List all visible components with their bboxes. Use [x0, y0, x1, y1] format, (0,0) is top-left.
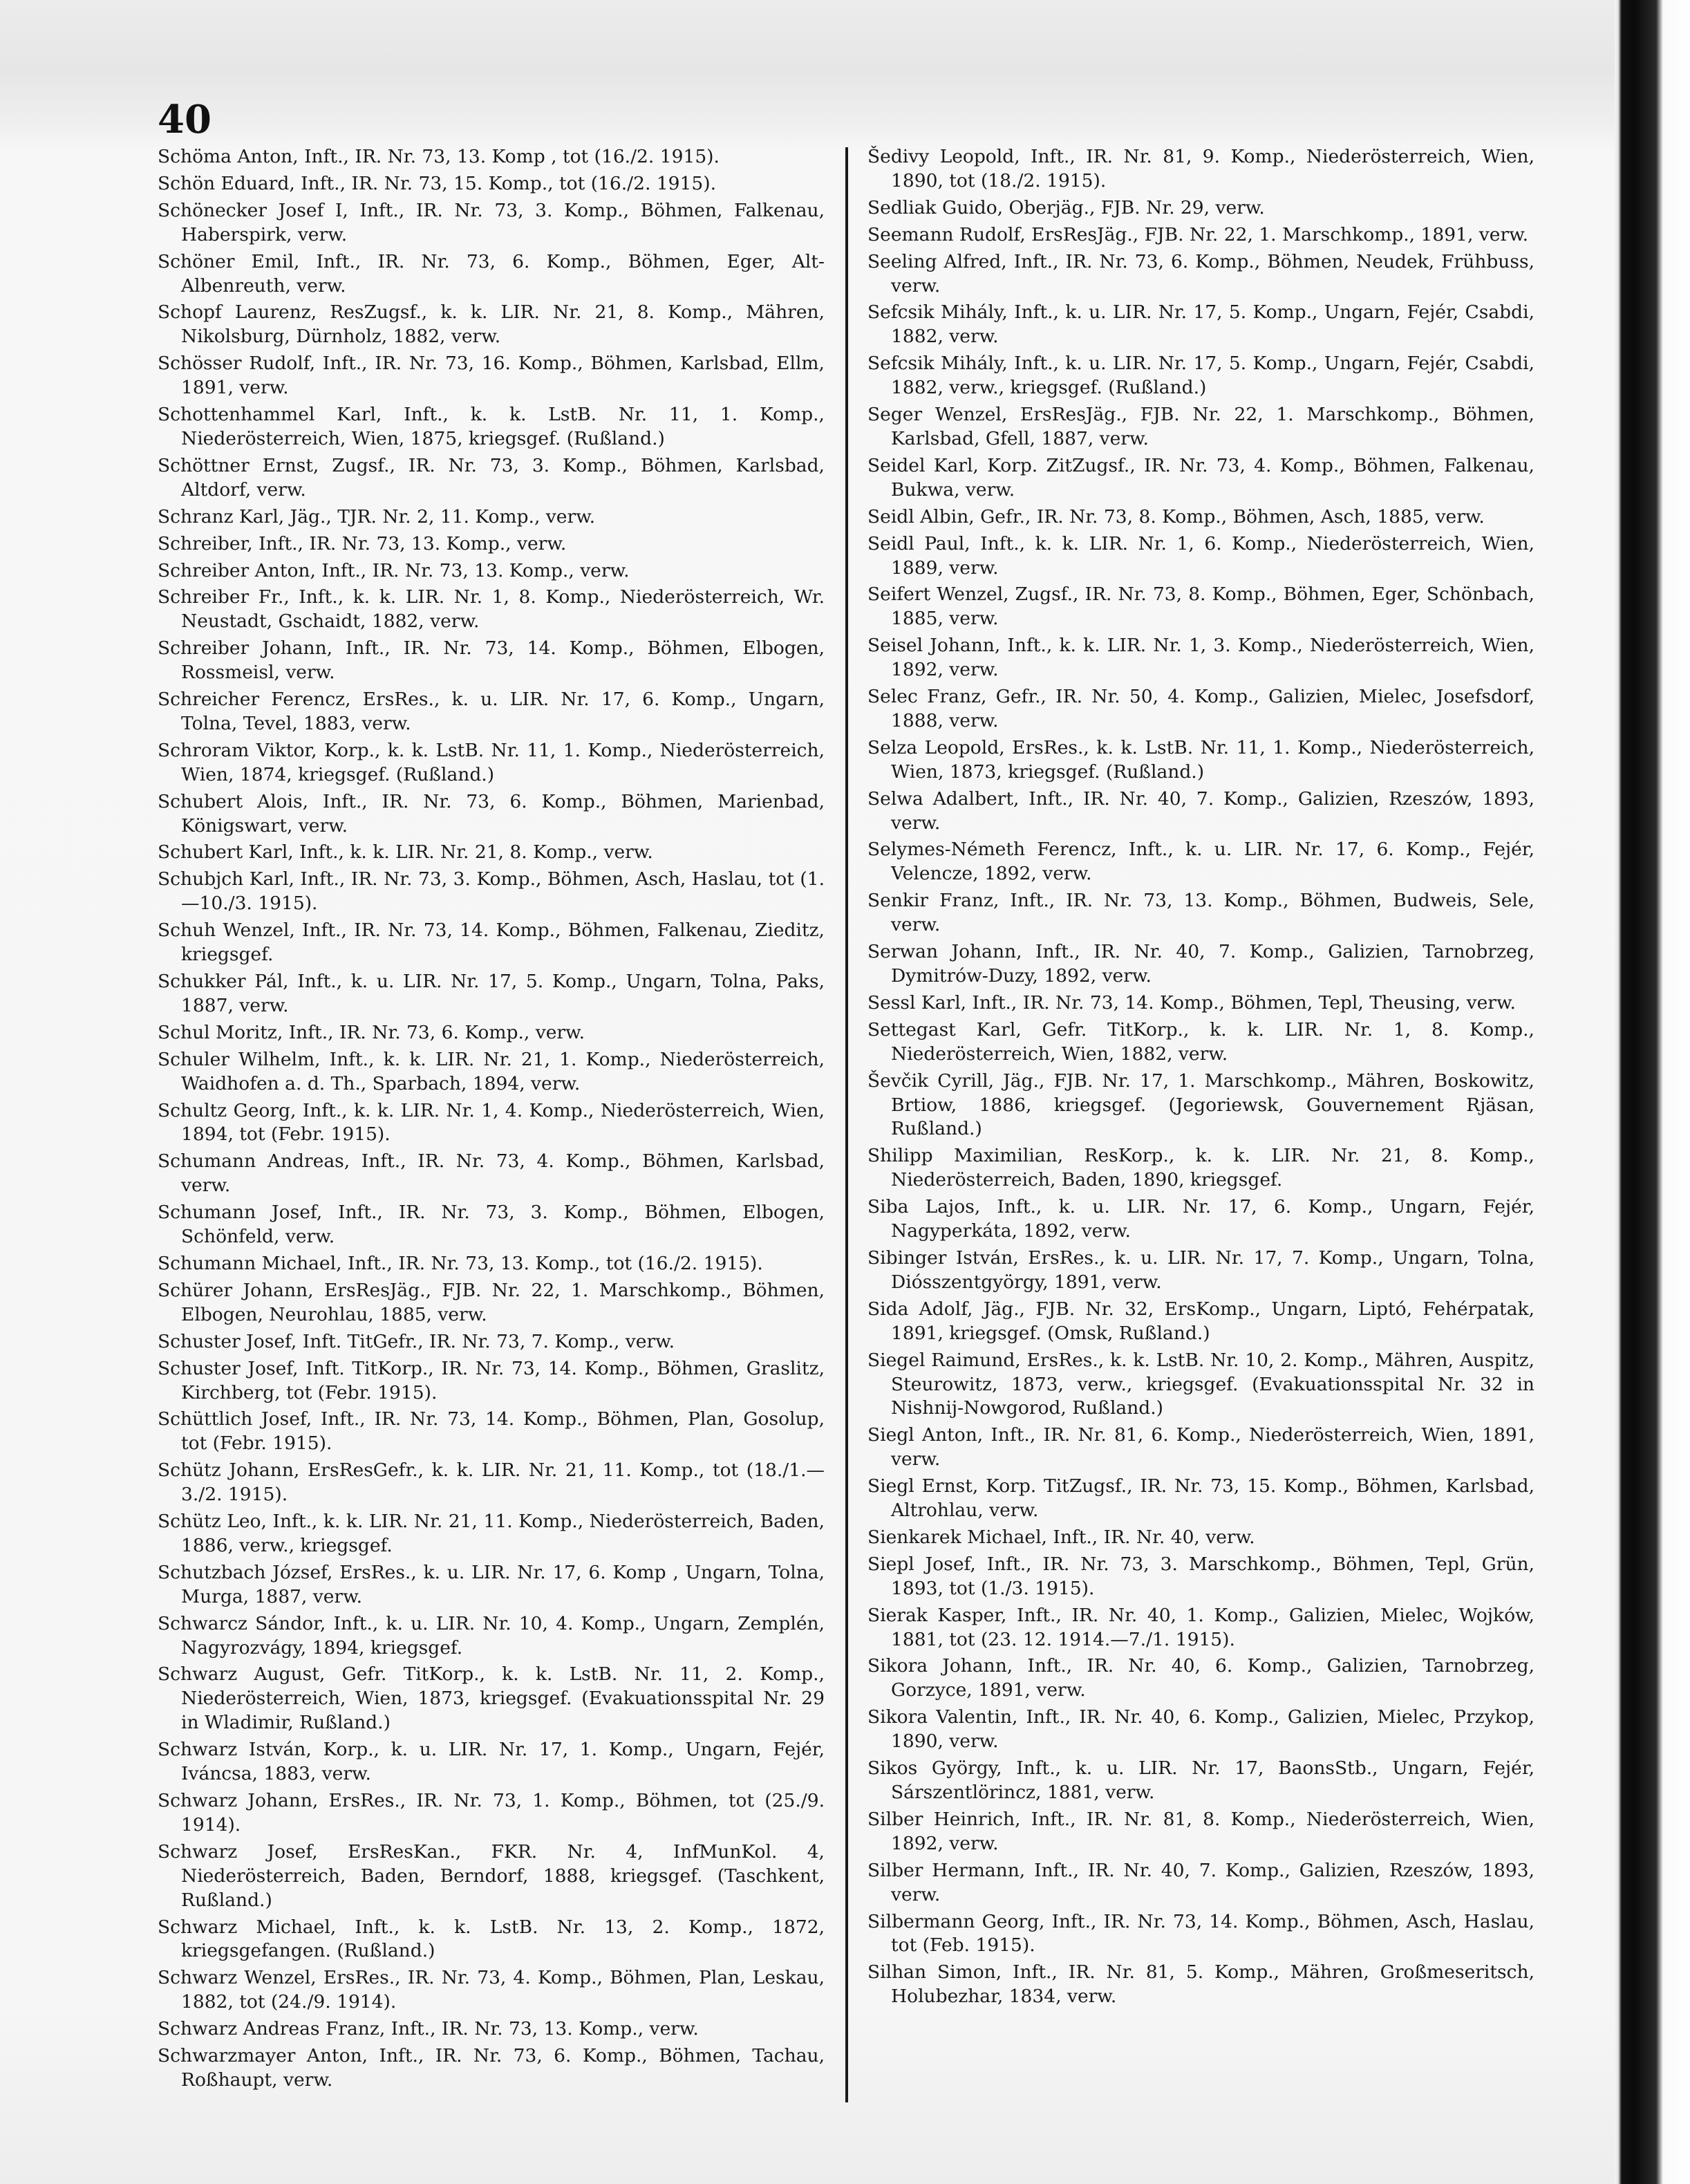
register-entry: Schürer Johann, ErsResJäg., FJB. Nr. 22, 1. Marschkomp., Böhmen, Elbogen, Neurohlau, 1885, verw. [158, 1279, 825, 1325]
register-entry: Seeling Alfred, Inft., IR. Nr. 73, 6. Komp., Böhmen, Neudek, Frühbuss, verw. [867, 250, 1534, 297]
register-entry: Senkir Franz, Inft., IR. Nr. 73, 13. Komp., Böhmen, Budweis, Sele, verw. [867, 890, 1534, 936]
register-entry: Shilipp Maximilian, ResKorp., k. k. LIR. Nr. 21, 8. Komp., Niederösterreich, Baden, 1890, kriegsgef. [867, 1145, 1534, 1191]
register-entry: Siegl Anton, Inft., IR. Nr. 81, 6. Komp., Niederösterreich, Wien, 1891, verw. [867, 1424, 1534, 1471]
register-entry: Sedliak Guido, Oberjäg., FJB. Nr. 29, verw. [867, 196, 1265, 218]
register-entry: Seidel Karl, Korp. ZitZugsf., IR. Nr. 73, 4. Komp., Böhmen, Falkenau, Bukwa, verw. [867, 454, 1534, 501]
page-number: 40 [158, 97, 212, 142]
register-entry: Schwarz Johann, ErsRes., IR. Nr. 73, 1. Komp., Böhmen, tot (25./9. 1914). [158, 1790, 825, 1836]
register-entry: Schönecker Josef I, Inft., IR. Nr. 73, 3. Komp., Böhmen, Falkenau, Haberspirk, verw. [158, 199, 825, 245]
register-entry: Schwarz Josef, ErsResKan., FKR. Nr. 4, InfMunKol. 4, Niederösterreich, Baden, Berndorf, 1888, kriegsgef. (Taschkent, Rußland.) [158, 1840, 825, 1911]
register-entry: Siba Lajos, Inft., k. u. LIR. Nr. 17, 6. Komp., Ungarn, Fejér, Nagyperkáta, 1892, verw. [867, 1196, 1534, 1242]
register-entry: Seemann Rudolf, ErsResJäg., FJB. Nr. 22, 1. Marschkomp., 1891, verw. [867, 223, 1529, 245]
register-entry: Seidl Albin, Gefr., IR. Nr. 73, 8. Komp., Böhmen, Asch, 1885, verw. [867, 505, 1485, 528]
register-entry: Schwarzmayer Anton, Inft., IR. Nr. 73, 6. Komp., Böhmen, Tachau, Roßhaupt, verw. [158, 2045, 825, 2091]
register-entry: Silbermann Georg, Inft., IR. Nr. 73, 14. Komp., Böhmen, Asch, Haslau, tot (Feb. 1915). [867, 1910, 1534, 1957]
register-entry: Silhan Simon, Inft., IR. Nr. 81, 5. Komp., Mähren, Großmeseritsch, Holubezhar, 1834, verw. [867, 1961, 1534, 2008]
register-entry: Schön Eduard, Inft., IR. Nr. 73, 15. Komp., tot (16./2. 1915). [158, 172, 717, 194]
register-entry: Sibinger István, ErsRes., k. u. LIR. Nr. 17, 7. Komp., Ungarn, Tolna, Diósszentgyörgy, 1891, verw. [867, 1247, 1534, 1293]
register-entry: Sikora Johann, Inft., IR. Nr. 40, 6. Komp., Galizien, Tarnobrzeg, Gorzyce, 1891, verw. [867, 1655, 1534, 1701]
register-entry: Schreiber Anton, Inft., IR. Nr. 73, 13. Komp., verw. [158, 559, 630, 581]
right-column [867, 145, 1534, 2012]
left-column [158, 145, 825, 2096]
register-entry: Sefcsik Mihály, Inft., k. u. LIR. Nr. 17, 5. Komp., Ungarn, Fejér, Csabdi, 1882, verw., kriegsgef. (Rußland.) [867, 353, 1534, 399]
register-entry: Schul Moritz, Inft., IR. Nr. 73, 6. Komp., verw. [158, 1021, 585, 1043]
register-entry: Selymes-Németh Ferencz, Inft., k. u. LIR. Nr. 17, 6. Komp., Fejér, Velencze, 1892, verw. [867, 839, 1534, 885]
register-entry: Schuler Wilhelm, Inft., k. k. LIR. Nr. 21, 1. Komp., Niederösterreich, Waidhofen a. d. Th., Sparbach, 1894, verw. [158, 1048, 825, 1094]
register-entry: Schwarcz Sándor, Inft., k. u. LIR. Nr. 10, 4. Komp., Ungarn, Zemplén, Nagyrozvágy, 1894, kriegsgef. [158, 1612, 825, 1659]
register-entry: Serwan Johann, Inft., IR. Nr. 40, 7. Komp., Galizien, Tarnobrzeg, Dymitrów-Duzy, 1892, verw. [867, 941, 1534, 987]
register-entry: Schutzbach József, ErsRes., k. u. LIR. Nr. 17, 6. Komp , Ungarn, Tolna, Murga, 1887, verw. [158, 1561, 825, 1607]
register-entry: Selza Leopold, ErsRes., k. k. LstB. Nr. 11, 1. Komp., Niederösterreich, Wien, 1873, kriegsgef. (Rußland.) [867, 736, 1534, 783]
register-entry: Schubert Karl, Inft., k. k. LIR. Nr. 21, 8. Komp., verw. [158, 841, 653, 864]
register-entry: Schwarz Michael, Inft., k. k. LstB. Nr. 13, 2. Komp., 1872, kriegsgefangen. (Rußland.) [158, 1916, 825, 1962]
register-entry: Schwarz August, Gefr. TitKorp., k. k. LstB. Nr. 11, 2. Komp., Niederösterreich, Wien, 1873, kriegsgef. (Evakuationsspital Nr. 29 in Wladimir, Rußland.) [158, 1663, 825, 1734]
register-entry: Schütz Johann, ErsResGefr., k. k. LIR. Nr. 21, 11. Komp., tot (18./1.—3./2. 1915). [158, 1459, 825, 1506]
register-entry: Settegast Karl, Gefr. TitKorp., k. k. LIR. Nr. 1, 8. Komp., Niederösterreich, Wien, 1882, verw. [867, 1018, 1534, 1065]
register-entry: Schöttner Ernst, Zugsf., IR. Nr. 73, 3. Komp., Böhmen, Karlsbad, Altdorf, verw. [158, 454, 825, 501]
register-entry: Schösser Rudolf, Inft., IR. Nr. 73, 16. Komp., Böhmen, Karlsbad, Ellm, 1891, verw. [158, 353, 825, 399]
register-entry: Schwarz István, Korp., k. u. LIR. Nr. 17, 1. Komp., Ungarn, Fejér, Iváncsa, 1883, verw. [158, 1739, 825, 1785]
register-entry: Silber Hermann, Inft., IR. Nr. 40, 7. Komp., Galizien, Rzeszów, 1893, verw. [867, 1859, 1534, 1905]
register-entry: Ševčik Cyrill, Jäg., FJB. Nr. 17, 1. Marschkomp., Mähren, Boskowitz, Brtiow, 1886, kriegsgef. (Jegoriewsk, Gouvernement Rjäsan, Rußland.) [867, 1070, 1534, 1140]
register-entry: Selwa Adalbert, Inft., IR. Nr. 40, 7. Komp., Galizien, Rzeszów, 1893, verw. [867, 787, 1534, 834]
page-edge-shadow [1615, 0, 1690, 2184]
register-entry: Schultz Georg, Inft., k. k. LIR. Nr. 1, 4. Komp., Niederösterreich, Wien, 1894, tot (Febr. 1915). [158, 1099, 825, 1146]
register-entry: Schöner Emil, Inft., IR. Nr. 73, 6. Komp., Böhmen, Eger, Alt-Albenreuth, verw. [158, 250, 825, 297]
register-entry: Schöma Anton, Inft., IR. Nr. 73, 13. Komp , tot (16./2. 1915). [158, 146, 720, 167]
register-entry: Schuster Josef, Inft. TitGefr., IR. Nr. 73, 7. Komp., verw. [158, 1330, 675, 1352]
register-entry: Schranz Karl, Jäg., TJR. Nr. 2, 11. Komp., verw. [158, 505, 596, 528]
register-entry: Schopf Laurenz, ResZugsf., k. k. LIR. Nr. 21, 8. Komp., Mähren, Nikolsburg, Dürnholz, 1882, verw. [158, 301, 825, 348]
register-entry: Sienkarek Michael, Inft., IR. Nr. 40, verw. [867, 1526, 1255, 1548]
register-entry: Schubjch Karl, Inft., IR. Nr. 73, 3. Komp., Böhmen, Asch, Haslau, tot (1.—10./3. 1915). [158, 868, 825, 915]
register-entry: Schreiber, Inft., IR. Nr. 73, 13. Komp., verw. [158, 532, 567, 554]
register-entry: Schottenhammel Karl, Inft., k. k. LstB. Nr. 11, 1. Komp., Niederösterreich, Wien, 1875, kriegsgef. (Rußland.) [158, 404, 825, 449]
register-entry: Selec Franz, Gefr., IR. Nr. 50, 4. Komp., Galizien, Mielec, Josefsdorf, 1888, verw. [867, 686, 1534, 731]
register-entry: Schumann Andreas, Inft., IR. Nr. 73, 4. Komp., Böhmen, Karlsbad, verw. [158, 1150, 825, 1197]
register-entry: Schreiber Fr., Inft., k. k. LIR. Nr. 1, 8. Komp., Niederösterreich, Wr. Neustadt, Gschaidt, 1882, verw. [158, 586, 825, 633]
register-entry: Schroram Viktor, Korp., k. k. LstB. Nr. 11, 1. Komp., Niederösterreich, Wien, 1874, kriegsgef. (Rußland.) [158, 739, 825, 785]
register-entry: Šedivy Leopold, Inft., IR. Nr. 81, 9. Komp., Niederösterreich, Wien, 1890, tot (18./2. 1915). [867, 146, 1534, 192]
register-entry: Sida Adolf, Jäg., FJB. Nr. 32, ErsKomp., Ungarn, Liptó, Fehérpatak, 1891, kriegsgef. (Omsk, Rußland.) [867, 1298, 1534, 1344]
register-entry: Seisel Johann, Inft., k. k. LIR. Nr. 1, 3. Komp., Niederösterreich, Wien, 1892, verw. [867, 635, 1534, 681]
register-entry: Schütz Leo, Inft., k. k. LIR. Nr. 21, 11. Komp., Niederösterreich, Baden, 1886, verw., kriegsgef. [158, 1511, 825, 1556]
register-entry: Sierak Kasper, Inft., IR. Nr. 40, 1. Komp., Galizien, Mielec, Wojków, 1881, tot (23. 12. 1914.—7./1. 1915). [867, 1604, 1534, 1650]
register-entry: Siepl Josef, Inft., IR. Nr. 73, 3. Marschkomp., Böhmen, Tepl, Grün, 1893, tot (1./3. 1915). [867, 1553, 1534, 1599]
register-entry: Schüttlich Josef, Inft., IR. Nr. 73, 14. Komp., Böhmen, Plan, Gosolup, tot (Febr. 1915). [158, 1408, 825, 1455]
register-entry: Sikos György, Inft., k. u. LIR. Nr. 17, BaonsStb., Ungarn, Fejér, Sárszentlörincz, 1881, verw. [867, 1757, 1534, 1803]
register-entry: Schumann Michael, Inft., IR. Nr. 73, 13. Komp., tot (16./2. 1915). [158, 1252, 763, 1274]
register-entry: Schwarz Wenzel, ErsRes., IR. Nr. 73, 4. Komp., Böhmen, Plan, Leskau, 1882, tot (24./9. 1914). [158, 1967, 825, 2013]
register-entry: Sikora Valentin, Inft., IR. Nr. 40, 6. Komp., Galizien, Mielec, Przykop, 1890, verw. [867, 1706, 1534, 1753]
register-entry: Schukker Pál, Inft., k. u. LIR. Nr. 17, 5. Komp., Ungarn, Tolna, Paks, 1887, verw. [158, 971, 825, 1016]
register-entry: Seifert Wenzel, Zugsf., IR. Nr. 73, 8. Komp., Böhmen, Eger, Schönbach, 1885, verw. [867, 584, 1534, 630]
register-entry: Schuh Wenzel, Inft., IR. Nr. 73, 14. Komp., Böhmen, Falkenau, Zieditz, kriegsgef. [158, 920, 825, 966]
column-divider [845, 147, 848, 2102]
register-entry: Sefcsik Mihály, Inft., k. u. LIR. Nr. 17, 5. Komp., Ungarn, Fejér, Csabdi, 1882, verw. [867, 301, 1534, 348]
register-entry: Seidl Paul, Inft., k. k. LIR. Nr. 1, 6. Komp., Niederösterreich, Wien, 1889, verw. [867, 532, 1534, 579]
register-entry: Schumann Josef, Inft., IR. Nr. 73, 3. Komp., Böhmen, Elbogen, Schönfeld, verw. [158, 1202, 825, 1248]
register-entry: Seger Wenzel, ErsResJäg., FJB. Nr. 22, 1. Marschkomp., Böhmen, Karlsbad, Gfell, 1887, verw. [867, 404, 1534, 449]
register-entry: Sessl Karl, Inft., IR. Nr. 73, 14. Komp., Böhmen, Tepl, Theusing, verw. [867, 991, 1516, 1014]
register-entry: Silber Heinrich, Inft., IR. Nr. 81, 8. Komp., Niederösterreich, Wien, 1892, verw. [867, 1808, 1534, 1854]
register-entry: Siegel Raimund, ErsRes., k. k. LstB. Nr. 10, 2. Komp., Mähren, Auspitz, Steurowitz, 1873, verw., kriegsgef. (Evakuationsspital Nr. 32 in Nishnij-Nowgorod, Rußland.) [867, 1349, 1534, 1419]
register-entry: Schreiber Johann, Inft., IR. Nr. 73, 14. Komp., Böhmen, Elbogen, Rossmeisl, verw. [158, 637, 825, 684]
register-entry: Schreicher Ferencz, ErsRes., k. u. LIR. Nr. 17, 6. Komp., Ungarn, Tolna, Tevel, 1883, verw. [158, 689, 825, 734]
register-entry: Schwarz Andreas Franz, Inft., IR. Nr. 73, 13. Komp., verw. [158, 2018, 699, 2040]
register-entry: Schuster Josef, Inft. TitKorp., IR. Nr. 73, 14. Komp., Böhmen, Graslitz, Kirchberg, tot (Febr. 1915). [158, 1357, 825, 1403]
register-entry: Schubert Alois, Inft., IR. Nr. 73, 6. Komp., Böhmen, Marienbad, Königswart, verw. [158, 790, 825, 837]
register-entry: Siegl Ernst, Korp. TitZugsf., IR. Nr. 73, 15. Komp., Böhmen, Karlsbad, Altrohlau, verw. [867, 1475, 1534, 1522]
